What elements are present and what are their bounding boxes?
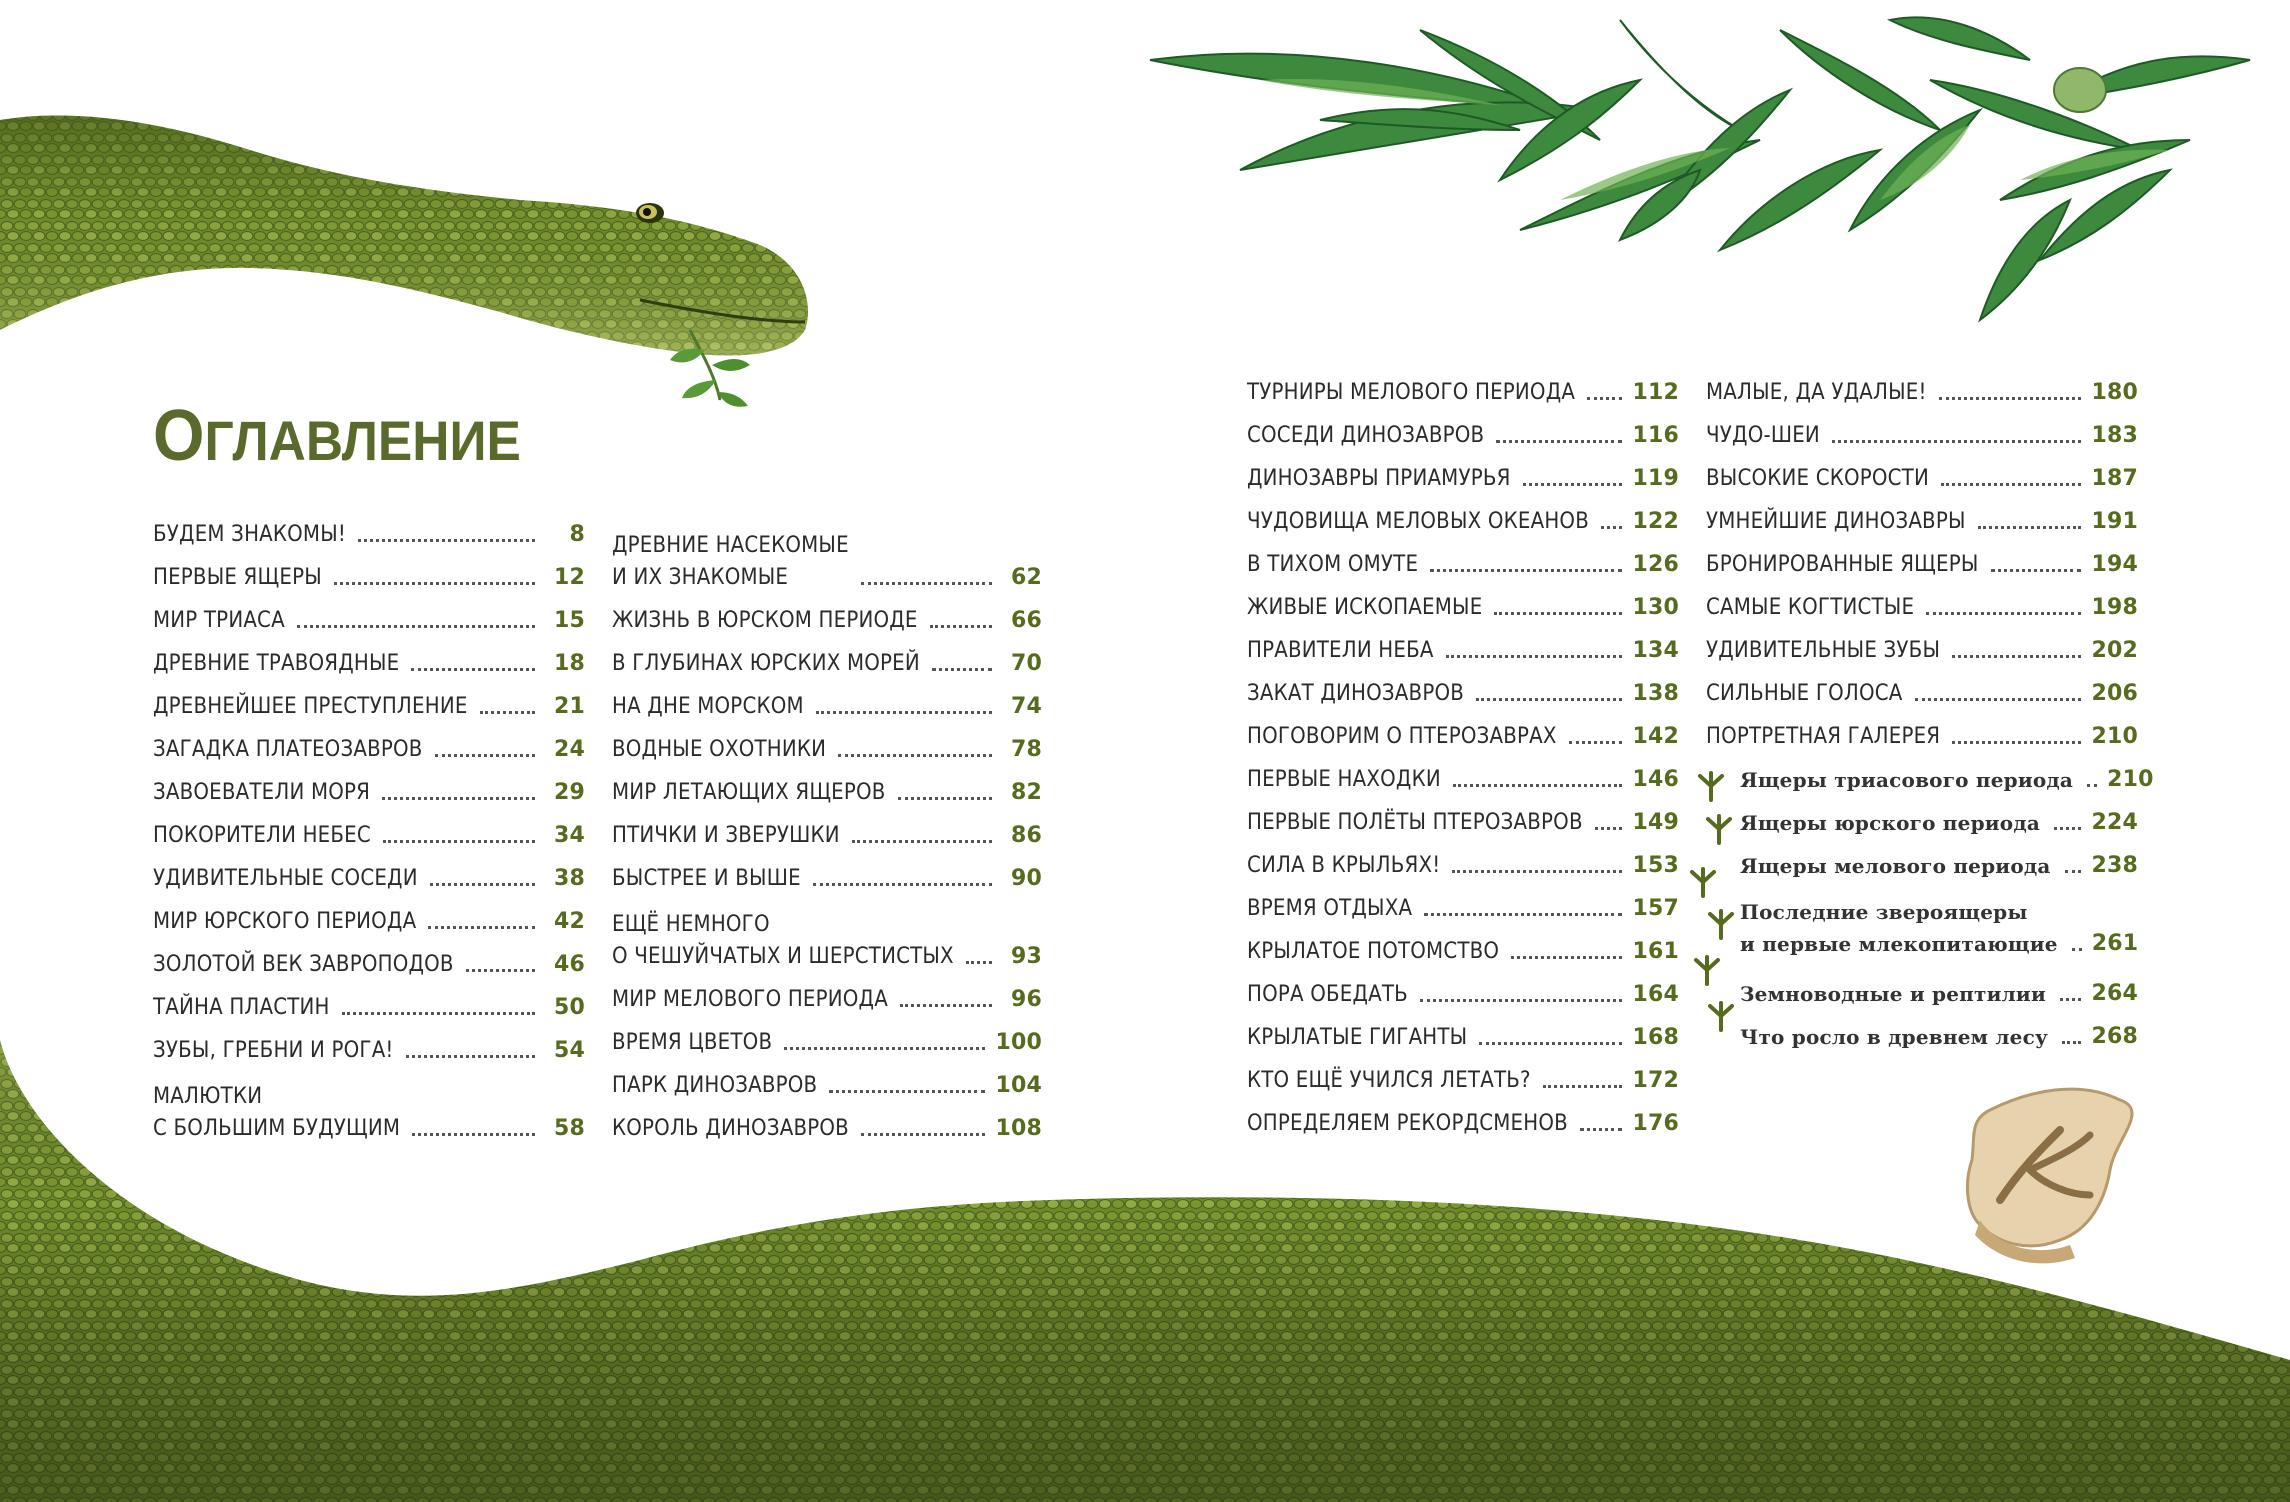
toc-title-rest: ГЛАВЛЕНИЕ xyxy=(204,409,521,472)
toc-entry[interactable]: ПРАВИТЕЛИ НЕБА 134 xyxy=(1247,638,1679,663)
toc-entry[interactable]: ЧУДО-ШЕИ 183 xyxy=(1706,423,2138,448)
toc-entry[interactable]: УДИВИТЕЛЬНЫЕ СОСЕДИ 38 xyxy=(153,866,585,891)
toc-entry[interactable]: ЗАГАДКА ПЛАТЕОЗАВРОВ 24 xyxy=(153,737,585,762)
toc-entry[interactable]: СОСЕДИ ДИНОЗАВРОВ 116 xyxy=(1247,423,1679,448)
toc-entry[interactable]: ОПРЕДЕЛЯЕМ РЕКОРДСМЕНОВ 176 xyxy=(1247,1111,1679,1136)
toc-entry[interactable]: СИЛА В КРЫЛЬЯХ! 153 xyxy=(1247,853,1679,878)
toc-entry[interactable]: Что росло в древнем лесу 268 xyxy=(1740,1024,2138,1049)
toc-entry[interactable]: УМНЕЙШИЕ ДИНОЗАВРЫ 191 xyxy=(1706,509,2138,534)
toc-entry[interactable]: ПОРТРЕТНАЯ ГАЛЕРЕЯ 210 xyxy=(1706,724,2138,749)
toc-entry[interactable]: ЧУДОВИЩА МЕЛОВЫХ ОКЕАНОВ 122 xyxy=(1247,509,1679,534)
toc-entry[interactable]: ПОРА ОБЕДАТЬ 164 xyxy=(1247,982,1679,1007)
toc-entry[interactable]: В ТИХОМ ОМУТЕ 126 xyxy=(1247,552,1679,577)
toc-entry[interactable]: Ящеры триасового периода 210 xyxy=(1740,767,2154,792)
toc-entry[interactable]: МАЛЮТКИ С БОЛЬШИМ БУДУЩИМ 58 xyxy=(153,1084,585,1141)
toc-entry[interactable]: КРЫЛАТЫЕ ГИГАНТЫ 168 xyxy=(1247,1025,1679,1050)
toc-entry[interactable]: Ящеры юрского периода 224 xyxy=(1740,810,2138,835)
dinosaur-head-illustration xyxy=(0,115,808,406)
toc-entry[interactable]: КРЫЛАТОЕ ПОТОМСТВО 161 xyxy=(1247,939,1679,964)
toc-entry[interactable]: Земноводные и рептилии 264 xyxy=(1740,981,2138,1006)
toc-entry[interactable]: ЖИВЫЕ ИСКОПАЕМЫЕ 130 xyxy=(1247,595,1679,620)
toc-entry[interactable]: Ящеры мелового периода 238 xyxy=(1740,853,2138,878)
toc-entry[interactable]: ДРЕВНИЕ ТРАВОЯДНЫЕ 18 xyxy=(153,651,585,676)
toc-entry[interactable]: УДИВИТЕЛЬНЫЕ ЗУБЫ 202 xyxy=(1706,638,2138,663)
toc-entry[interactable]: МИР ТРИАСА 15 xyxy=(153,608,585,633)
toc-entry[interactable]: В ГЛУБИНАХ ЮРСКИХ МОРЕЙ 70 xyxy=(612,651,1042,676)
toc-entry[interactable]: ПЕРВЫЕ НАХОДКИ 146 xyxy=(1247,767,1679,792)
toc-entry[interactable]: ЗАКАТ ДИНОЗАВРОВ 138 xyxy=(1247,681,1679,706)
toc-entry[interactable]: ПТИЧКИ И ЗВЕРУШКИ 86 xyxy=(612,823,1042,848)
toc-entry[interactable]: Последние звероящеры и первые млекопитающие 261 xyxy=(1740,900,2139,956)
toc-entry[interactable]: ЕЩЁ НЕМНОГО О ЧЕШУЙЧАТЫХ И ШЕРСТИСТЫХ 93 xyxy=(612,912,1042,969)
toc-entry[interactable]: ВРЕМЯ ЦВЕТОВ 100 xyxy=(612,1030,1042,1055)
toc-entry[interactable]: МАЛЫЕ, ДА УДАЛЫЕ! 180 xyxy=(1706,380,2138,405)
toc-entry[interactable]: ВОДНЫЕ ОХОТНИКИ 78 xyxy=(612,737,1042,762)
toc-entry[interactable]: БУДЕМ ЗНАКОМЫ! 8 xyxy=(153,522,585,547)
toc-title xyxy=(153,396,521,476)
toc-entry[interactable]: НА ДНЕ МОРСКОМ 74 xyxy=(612,694,1042,719)
toc-entry[interactable]: ЗАВОЕВАТЕЛИ МОРЯ 29 xyxy=(153,780,585,805)
toc-entry[interactable]: КОРОЛЬ ДИНОЗАВРОВ 108 xyxy=(612,1116,1042,1141)
footprint-icon xyxy=(1704,908,1738,942)
toc-entry[interactable]: ПЕРВЫЕ ЯЩЕРЫ 12 xyxy=(153,565,585,590)
toc-title-initial: О xyxy=(153,396,205,476)
footprint-icon xyxy=(1694,770,1728,804)
toc-entry[interactable]: ЗУБЫ, ГРЕБНИ И РОГА! 54 xyxy=(153,1038,585,1063)
fossil-footprint-illustration xyxy=(1967,1089,2132,1263)
toc-entry[interactable]: ПАРК ДИНОЗАВРОВ 104 xyxy=(612,1073,1042,1098)
toc-entry[interactable]: ТУРНИРЫ МЕЛОВОГО ПЕРИОДА 112 xyxy=(1247,380,1679,405)
footprint-icon xyxy=(1704,1000,1738,1034)
toc-entry[interactable]: ДРЕВНИЕ НАСЕКОМЫЕ И ИХ ЗНАКОМЫЕ 62 xyxy=(612,533,1042,590)
toc-entry[interactable]: ВЫСОКИЕ СКОРОСТИ 187 xyxy=(1706,466,2138,491)
toc-entry[interactable]: ПЕРВЫЕ ПОЛЁТЫ ПТЕРОЗАВРОВ 149 xyxy=(1247,810,1679,835)
toc-entry[interactable]: МИР МЕЛОВОГО ПЕРИОДА 96 xyxy=(612,987,1042,1012)
toc-entry[interactable]: ДРЕВНЕЙШЕЕ ПРЕСТУПЛЕНИЕ 21 xyxy=(153,694,585,719)
toc-entry[interactable]: ЖИЗНЬ В ЮРСКОМ ПЕРИОДЕ 66 xyxy=(612,608,1042,633)
toc-entry[interactable]: МИР ЛЕТАЮЩИХ ЯЩЕРОВ 82 xyxy=(612,780,1042,805)
palm-foliage-illustration xyxy=(1150,17,2250,320)
footprint-icon xyxy=(1702,813,1736,847)
toc-entry[interactable]: САМЫЕ КОГТИСТЫЕ 198 xyxy=(1706,595,2138,620)
toc-entry[interactable]: ЗОЛОТОЙ ВЕК ЗАВРОПОДОВ 46 xyxy=(153,952,585,977)
toc-entry[interactable]: БЫСТРЕЕ И ВЫШЕ 90 xyxy=(612,866,1042,891)
toc-entry[interactable]: БРОНИРОВАННЫЕ ЯЩЕРЫ 194 xyxy=(1706,552,2138,577)
toc-entry[interactable]: ВРЕМЯ ОТДЫХА 157 xyxy=(1247,896,1679,921)
footprint-icon xyxy=(1690,954,1724,988)
toc-entry[interactable]: СИЛЬНЫЕ ГОЛОСА 206 xyxy=(1706,681,2138,706)
toc-entry[interactable]: ДИНОЗАВРЫ ПРИАМУРЬЯ 119 xyxy=(1247,466,1679,491)
toc-entry[interactable]: ПОКОРИТЕЛИ НЕБЕС 34 xyxy=(153,823,585,848)
toc-entry[interactable]: ТАЙНА ПЛАСТИН 50 xyxy=(153,995,585,1020)
toc-entry[interactable]: КТО ЕЩЁ УЧИЛСЯ ЛЕТАТЬ? 172 xyxy=(1247,1068,1679,1093)
toc-entry[interactable]: ПОГОВОРИМ О ПТЕРОЗАВРАХ 142 xyxy=(1247,724,1679,749)
footprint-icon xyxy=(1686,866,1720,900)
toc-entry[interactable]: МИР ЮРСКОГО ПЕРИОДА 42 xyxy=(153,909,585,934)
